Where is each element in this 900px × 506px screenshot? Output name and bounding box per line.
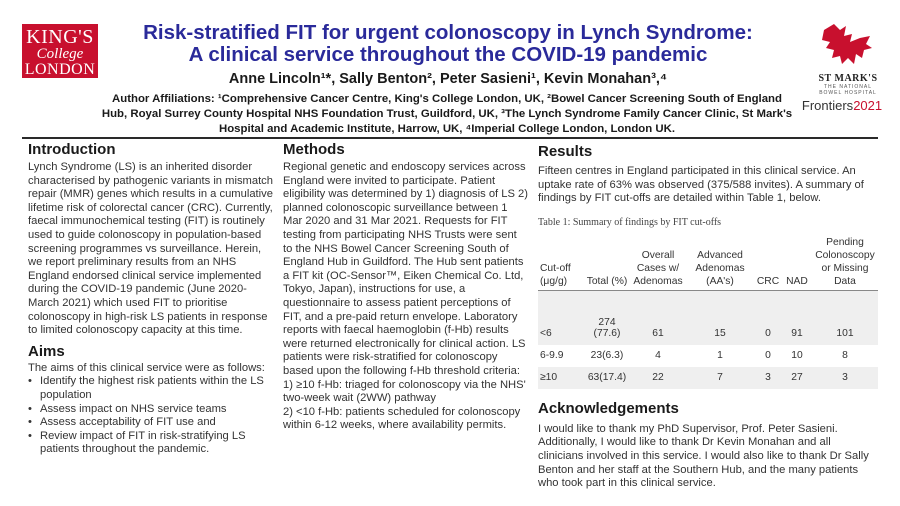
table-cell: 10 bbox=[791, 350, 803, 362]
table-header-cell: NAD bbox=[786, 275, 808, 287]
aims-intro: The aims of this clinical service were as follows: bbox=[28, 361, 265, 374]
table-cell: ≥10 bbox=[540, 372, 558, 384]
author-affiliations: Author Affiliations: ¹Comprehensive Cancer Centre, King's College London, UK, ²Bowel Cancer Screening South of England Hub, Royal Surrey County Hospital NHS Foundation Trust, Guildford, UK, ³The Lynch Syndrome Family Cancer Clinic, St Mark's Hospital and Academic Institute, Harrow, UK, ⁴Imperial College London, London UK. bbox=[101, 93, 793, 135]
table-header-cell: Overall Cases w/ Adenomas bbox=[633, 249, 683, 287]
table-cell: 3 bbox=[765, 372, 771, 384]
methods-criterion-2: 2) <10 f-Hb: patients scheduled for colonoscopy within 6-12 weeks, where availability permits. bbox=[283, 405, 521, 432]
poster-title bbox=[108, 22, 788, 66]
winged-lion-icon bbox=[820, 22, 876, 66]
table-cell: 1 bbox=[717, 350, 723, 362]
table-header-cell: Total (%) bbox=[586, 275, 628, 287]
aims-item: • Assess acceptability of FIT use and bbox=[40, 416, 276, 430]
st-marks-sub-2: BOWEL HOSPITAL bbox=[819, 90, 877, 96]
table-header-cell: Advanced Adenomas (AA's) bbox=[695, 249, 745, 287]
table-cell: 61 bbox=[652, 327, 664, 339]
author-list: Anne Lincoln¹*, Sally Benton², Peter Sasieni¹, Kevin Monahan³,⁴ bbox=[228, 71, 668, 87]
table-cell: 6-9.9 bbox=[540, 350, 564, 362]
st-marks-name: ST MARK'S bbox=[818, 73, 878, 84]
table-cell: 0 bbox=[765, 350, 771, 362]
title-line-2: A clinical service throughout the COVID-19 pandemic bbox=[188, 43, 708, 66]
st-marks-sub-1: THE NATIONAL bbox=[823, 84, 873, 90]
column-middle bbox=[283, 141, 528, 433]
introduction-heading: Introduction bbox=[28, 141, 116, 158]
kcl-logo-line3: LONDON bbox=[24, 61, 96, 78]
kcl-logo-line2: College bbox=[36, 46, 84, 62]
kcl-logo bbox=[22, 24, 98, 78]
table-row bbox=[538, 345, 878, 367]
table-row bbox=[538, 367, 878, 389]
table-cell: 91 bbox=[791, 327, 803, 339]
aims-item: • Review impact of FIT in risk-stratifying LS patients throughout the pandemic. bbox=[40, 430, 276, 457]
table-cell: 0 bbox=[765, 327, 771, 339]
title-line-1: Risk-stratified FIT for urgent colonoscopy in Lynch Syndrome: bbox=[143, 21, 753, 44]
table-cell: 3 bbox=[842, 372, 848, 384]
frontiers-year: 2021 bbox=[853, 98, 883, 113]
table-caption: Table 1: Summary of findings by FIT cut-offs bbox=[538, 216, 722, 228]
acknowledgements-heading: Acknowledgements bbox=[538, 399, 679, 417]
table-header-row bbox=[538, 236, 878, 291]
table-cell: 23(6.3) bbox=[590, 350, 624, 362]
table-header-cell: Pending Colonoscopy or Missing Data bbox=[815, 236, 875, 287]
aims-list bbox=[28, 375, 276, 457]
header-divider bbox=[22, 137, 878, 139]
kcl-logo-line1: KING'S bbox=[26, 26, 94, 48]
results-table bbox=[538, 236, 878, 389]
column-right bbox=[538, 143, 878, 491]
aims-item: • Assess impact on NHS service teams bbox=[40, 403, 276, 417]
table-cell: 63(17.4) bbox=[587, 372, 627, 384]
methods-text: Regional genetic and endoscopy services across England were invited to participate. Patient eligibility was determined by 1) diagnosis of LS 2) planned colonoscopic surveillance between 1 Mar 2020 and 31 Mar 2021. Requests for FIT testing from participating NHS Trusts were sent to the NHS Bowel Cancer Screening South of England Hub in Guildford. The Hub sent patients a FIT kit (OC-Sensor™, Eiken Chemical Co. Ltd, Tokyo, Japan), instructions for use, a questionnaire to assess patient perceptions of FIT, and a pre-paid return envelope. Laboratory reports with faecal haemoglobin (f-Hb) results were returned electronically for clinical action. LS patients were risk-stratified for colonoscopy based upon the following f-Hb threshold criteria: bbox=[283, 161, 529, 377]
methods-heading: Methods bbox=[283, 141, 345, 158]
frontiers-text: Frontiers bbox=[801, 98, 854, 113]
table-cell: 27 bbox=[791, 372, 803, 384]
table-header-cell: Cut-off (μg/g) bbox=[540, 262, 571, 287]
table-cell: 274 (77.6) bbox=[593, 316, 621, 339]
results-heading: Results bbox=[538, 143, 593, 160]
methods-criterion-1: 1) ≥10 f-Hb: triaged for colonoscopy via the NHS' two-week wait (2WW) pathway bbox=[283, 378, 526, 405]
table-header-cell: CRC bbox=[756, 275, 780, 287]
table-cell: 8 bbox=[842, 350, 848, 362]
introduction-text: Lynch Syndrome (LS) is an inherited disorder characterised by pathogenic variants in mismatch repair (MMR) genes which results in a cumulative lifetime risk of colorectal cancer (CRC). Currently, faecal immunochemical testing (FIT) is routinely used to guide colonoscopy in population-based screening programmes vs surveillance. Herein, we report preliminary results from an NHS England endorsed clinical service implemented during the COVID-19 pandemic (June 2020-March 2021) which used FIT to prioritise colonoscopy in high-risk LS patients in response to limited colonoscopy capacity at this time. bbox=[28, 161, 273, 337]
table-cell: 15 bbox=[714, 327, 726, 339]
table-cell: 7 bbox=[717, 372, 723, 384]
acknowledgements-text: I would like to thank my PhD Supervisor, Prof. Peter Sasieni. Additionally, I would like to thank Dr Kevin Monahan and all clinicians involved in this service. I would also like to thank Dr Sally Benton and her staff at the Southern Hub, and the many patients who took part in this clinical service. bbox=[538, 422, 869, 490]
aims-item: • Identify the highest risk patients within the LS population bbox=[40, 375, 276, 402]
table-cell: <6 bbox=[540, 327, 552, 339]
table-cell: 4 bbox=[655, 350, 661, 362]
table-cell: 22 bbox=[652, 372, 664, 384]
results-text: Fifteen centres in England participated in this clinical service. An uptake rate of 63% was observed (375/588 invites). A summary of findings by FIT cut-offs are detailed within Table 1, below. bbox=[538, 165, 864, 205]
table-row bbox=[538, 290, 878, 345]
table-cell: 101 bbox=[836, 327, 854, 339]
column-left bbox=[28, 141, 276, 457]
frontiers-logo bbox=[794, 98, 890, 113]
aims-heading: Aims bbox=[28, 342, 65, 360]
